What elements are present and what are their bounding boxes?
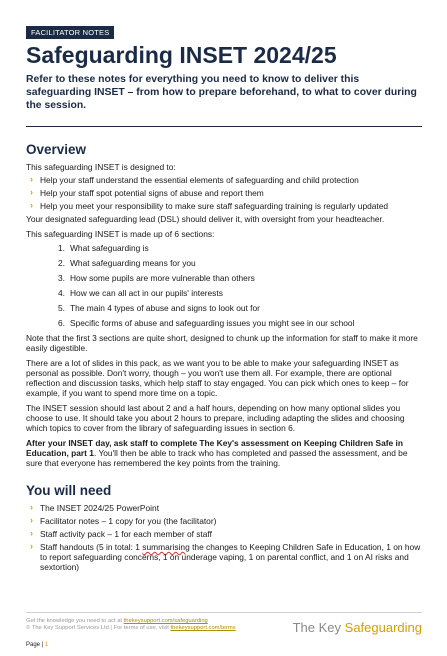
sections-list <box>26 243 422 328</box>
chevron-right-icon: › <box>30 187 33 197</box>
made-up-text: This safeguarding INSET is made up of 6 sections: <box>26 229 215 239</box>
intro-text: Refer to these notes for everything you need to know to deliver this safeguarding INSET – from how to prepare beforehand, to what to cover during the session. <box>26 74 417 111</box>
chevron-right-icon: › <box>30 541 33 551</box>
after-inset-rest: . You'll then be able to track who has completed and passed the assessment, and be sure that everyone has remembered the key points from the training. <box>26 448 408 468</box>
chevron-right-icon: › <box>30 528 33 538</box>
you-will-need-heading: You will need <box>26 483 112 498</box>
chevron-right-icon: › <box>30 502 33 512</box>
footer-line-1: Get the knowledge you need to act at thekeysupport.com/safeguarding <box>26 618 208 624</box>
list-item: 6. Specific forms of abuse and safeguarding issues you might see in our school <box>58 318 355 328</box>
list-item: 5. The main 4 types of abuse and signs to look out for <box>58 303 260 313</box>
list-item: 1. What safeguarding is <box>58 243 149 253</box>
page-title: Safeguarding INSET 2024/25 <box>26 42 337 68</box>
the-key-safeguarding-logo: The Key Safeguarding <box>292 620 422 635</box>
aims-list <box>26 175 422 211</box>
page-number: Page | 1 <box>26 642 49 648</box>
safeguarding-link[interactable]: thekeysupport.com/safeguarding <box>123 618 208 624</box>
list-item: 4. How we can all act in our pupils' interests <box>58 288 223 298</box>
divider <box>26 126 422 127</box>
list-item: › Staff handouts (5 in total: 1 summarising the changes to Keeping Children Safe in Education, 1 on how to report safeguarding concerns, 1 on underage vaping, 1 on parental conflict, and 1 on AI risks and sextortion) <box>30 541 421 572</box>
after-inset-paragraph <box>26 438 422 468</box>
chevron-right-icon: › <box>30 200 33 210</box>
list-item: › Staff activity pack – 1 for each member of staff <box>30 528 212 539</box>
chevron-right-icon: › <box>30 174 33 184</box>
after-inset-bold: After your INSET day, ask staff to complete The Key's assessment on Keeping Children Safe in Education, part 1 <box>26 438 403 458</box>
designed-to-text: This safeguarding INSET is designed to: <box>26 162 176 172</box>
chevron-right-icon: › <box>30 515 33 525</box>
dsl-text: Your designated safeguarding lead (DSL) should deliver it, with oversight from your headteacher. <box>26 214 385 224</box>
terms-link[interactable]: thekeysupport.com/terms <box>170 625 236 631</box>
list-item: 2. What safeguarding means for you <box>58 258 196 268</box>
list-item: › Help your staff spot potential signs of abuse and report them <box>30 187 264 198</box>
footer-line-2: © The Key Support Services Ltd | For terms of use, visit thekeysupport.com/terms <box>26 625 236 631</box>
list-item: › Help your staff understand the essential elements of safeguarding and child protection <box>30 174 359 185</box>
list-item: › Facilitator notes – 1 copy for you (the facilitator) <box>30 515 217 526</box>
duration-paragraph: The INSET session should last about 2 and a half hours, depending on how many optional slides you choose to use. It should take you about 2 hours to prepare, including adapting the slides and choosing which topics to cover from the library of safeguarding issues in section 6. <box>26 403 405 433</box>
facilitator-notes-tag: FACILITATOR NOTES <box>26 26 114 39</box>
document-page <box>26 22 422 575</box>
list-item: 3. How some pupils are more vulnerable than others <box>58 273 255 283</box>
slides-paragraph: There are a lot of slides in this pack, as we want you to be able to make your safeguarding INSET as personal as possible. Don't worry, though – you won't use them all. For example, there are optional reflection and discussion tasks, which help staff to stay engaged. You can pick which ones to keep – for example, if you want to spend more time on a topic. <box>26 358 409 398</box>
page-footer <box>26 618 422 648</box>
overview-heading: Overview <box>26 142 87 157</box>
need-list <box>26 503 422 572</box>
list-item: › Help you meet your responsibility to make sure staff safeguarding training is regularly updated <box>30 200 389 211</box>
list-item: › The INSET 2024/25 PowerPoint <box>30 502 160 513</box>
footer-divider <box>26 612 422 613</box>
note-short-text: Note that the first 3 sections are quite short, designed to chunk up the information for staff to make it more easily digestible. <box>26 333 418 353</box>
